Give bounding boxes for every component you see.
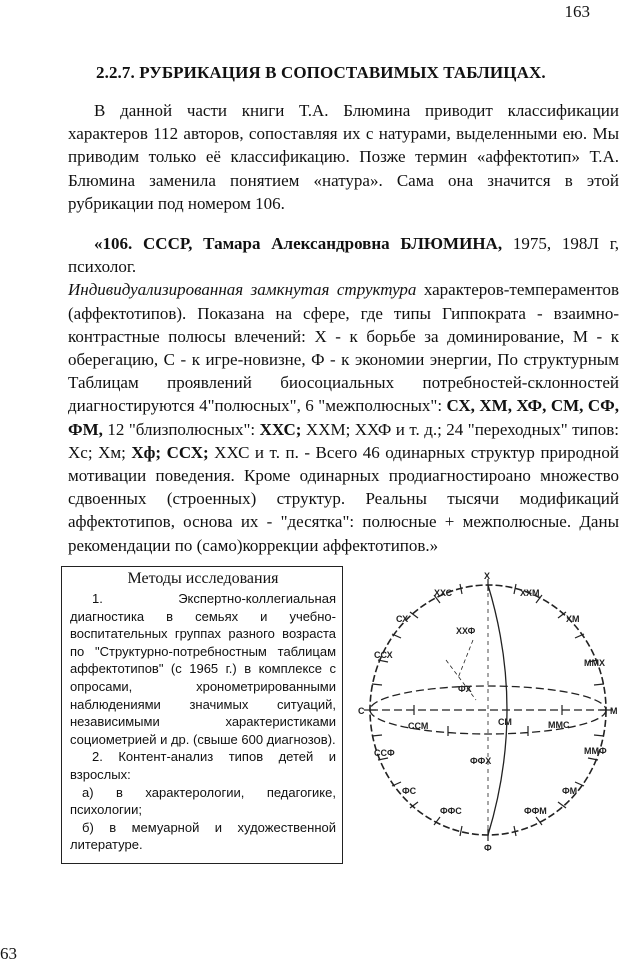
label-ccm: ССМ xyxy=(408,721,429,731)
entry-text-4: ХХС и т. п. - Всего 46 одинарных структур природной мотивации поведения. Кроме одинарных продиагностироано множество сдвоенных (строенных) структур. Реальны тысячи модификаций аффектотипов, основа их - "десятка": полюсные + межполюсные. Даны рекомендации по (само)коррекции аффектотипов.» xyxy=(68,442,619,555)
entry-lead-rest: 1975, 198Л г, психолог. xyxy=(68,234,620,277)
label-fc: ФС xyxy=(402,786,417,796)
diagonal-xf-line xyxy=(458,640,473,678)
label-xm: ХМ xyxy=(566,614,580,624)
entry-bold-2: ХХС; xyxy=(259,419,302,439)
entry-bold-3: Хф; ССХ; xyxy=(131,442,209,462)
label-x: Х xyxy=(484,571,491,581)
entry-text-3: ХХМ; ХХФ и т. д.; 24 "переходных" типов: Хс; Хм; xyxy=(68,419,619,462)
methods-title: Методы исследования xyxy=(127,570,279,587)
entry-text-1: характеров-темпераментов (аффектотипов). Показана на сфере, где типы Гиппократа - взаимно-контрастные полюсы влечений: X - к борьбе за доминирование, М - к оберегацию, С - к игре-новизне, Ф - к экономии энергии, По структурным Таблицам проявлений биосоциальных потребностей-склонностей диагностируются 4"полюсных", 6 "межполюсных": xyxy=(68,280,619,416)
label-c: С xyxy=(358,706,365,716)
label-cm: СМ xyxy=(498,717,512,727)
methods-box xyxy=(61,566,343,864)
entry-106 xyxy=(68,232,619,557)
intro-text: В данной части книги Т.А. Блюмина приводит классификации характеров 112 авторов, сопоставляя их с натурами, выделенными ею. Мы приводим только её классификацию. Позже термин «аффектотип» Т.А. Блюмина заменила понятием «натура». Сама она значится в этой рубрикации под номером 106. xyxy=(68,101,619,213)
methods-item-2b: б) в мемуарной и художественной литературе. xyxy=(70,819,336,853)
sphere-diagram xyxy=(348,570,620,870)
methods-item-1: 1. Экспертно-коллегиальная диагностика в семьях и учебно-воспитательных группах разного возраста по "Структурно-потребностным таблицам аффектотипов" (с 1965 г.) в комплексе с опросами, хронометрированными наблюдениями значимых ситуаций, независимыми характеристиками социометрией и др. (свыше 600 диагнозов). xyxy=(70,591,336,747)
label-mmx: ММХ xyxy=(584,658,605,668)
label-mmf: ММФ xyxy=(584,746,607,756)
label-xxc: ХХС xyxy=(434,588,453,598)
label-mmc: ММС xyxy=(548,720,570,730)
footer-page-number: 63 xyxy=(0,944,17,963)
label-ccx: ССХ xyxy=(374,650,393,660)
page-number: 163 xyxy=(564,2,590,21)
methods-item-2a: а) в характерологии, педагогике, психологии; xyxy=(70,784,336,818)
label-fm: ФМ xyxy=(562,786,578,796)
sphere-svg xyxy=(348,570,620,870)
entry-lead: «106. СССР, Тамара Александровна БЛЮМИНА, xyxy=(94,234,503,253)
label-ffm: ФФМ xyxy=(524,806,547,816)
entry-italic: Индивидуализированная замкнутая структура xyxy=(68,280,417,300)
entry-text-2: 12 "близполюсных": xyxy=(102,419,260,439)
label-ffx: ФФХ xyxy=(470,756,492,766)
equator-ellipse xyxy=(370,686,606,734)
label-ffc: ФФС xyxy=(440,806,462,816)
label-fx: ФХ xyxy=(458,684,472,694)
label-f: Ф xyxy=(484,843,492,853)
label-ccf: ССФ xyxy=(374,748,395,758)
diagonal-cx-line xyxy=(446,660,476,700)
label-m: М xyxy=(610,706,618,716)
section-heading: 2.2.7. РУБРИКАЦИЯ В СОПОСТАВИМЫХ ТАБЛИЦАХ. xyxy=(96,63,546,82)
entry-text xyxy=(68,232,619,557)
methods-item-2: 2. Контент-анализ типов детей и взрослых: xyxy=(70,749,336,782)
label-xxf: ХХФ xyxy=(456,626,476,636)
entry-bold-1: СХ, ХМ, ХФ, СМ, СФ, ФМ, xyxy=(68,396,619,439)
label-cx: СХ xyxy=(396,614,409,624)
label-xxm: ХХМ xyxy=(520,588,540,598)
intro-paragraph xyxy=(68,99,619,215)
